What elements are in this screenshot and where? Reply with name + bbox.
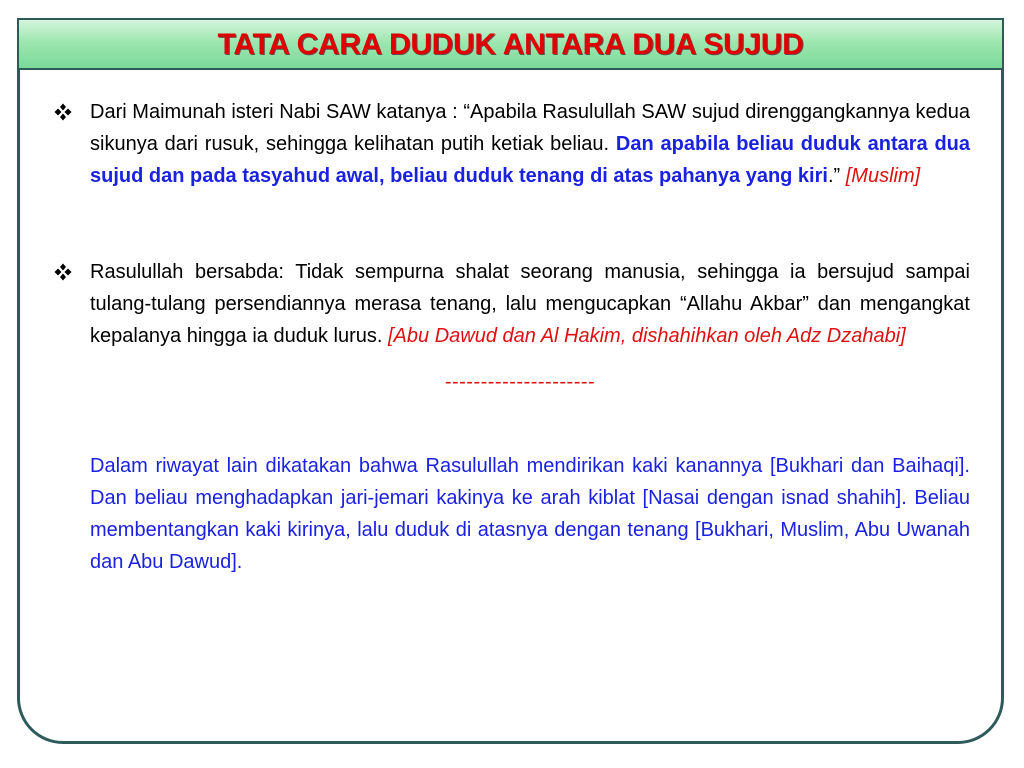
riwayat-paragraph: Dalam riwayat lain dikatakan bahwa Rasulullah mendirikan kaki kanannya [Bukhari dan Baihaqi]. Dan beliau menghadapkan jari-jemari kakinya ke arah kiblat [Nasai dengan isnad shahih]. Beliau membentangkan kaki kirinya, lalu duduk di atasnya dengan tenang [Bukhari, Muslim, Abu Uwanah dan Abu Dawud]. — [90, 455, 970, 573]
diamond-quad-bullet-icon — [54, 256, 76, 288]
bullet-item-rasulullah — [54, 256, 970, 352]
hadith-text: Dari Maimunah isteri Nabi SAW katanya : “Apabila Rasulullah SAW sujud direnggangkannya kedua sikunya dari rusuk, sehingga kelihatan putih ketiak beliau. — [90, 101, 970, 155]
hadith-closing: .” — [827, 165, 846, 187]
section-divider: --------------------- — [444, 371, 596, 393]
slide-title: TATA CARA DUDUK ANTARA DUA SUJUD — [217, 28, 804, 61]
title-bar — [17, 18, 1004, 70]
bullet-item-maimunah — [54, 96, 970, 192]
diamond-quad-bullet-icon — [54, 96, 76, 128]
hadith-emphasis: Dan apabila beliau duduk antara dua sujud dan pada tasyahud awal, beliau duduk tenang di atas pahanya yang kiri — [90, 133, 970, 187]
bullet-text — [90, 96, 970, 192]
hadith-source: [Muslim] — [845, 165, 921, 187]
slide-content — [54, 96, 970, 578]
hadith-source: [Abu Dawud dan Al Hakim, dishahihkan oleh Adz Dzahabi] — [388, 325, 906, 347]
bullet-text — [90, 256, 970, 352]
hadith-text: Rasulullah bersabda: Tidak sempurna shalat seorang manusia, sehingga ia bersujud sampai tulang-tulang persendiannya merasa tenang, lalu mengucapkan “Allahu Akbar” dan mengangkat kepalanya hingga ia duduk lurus. — [90, 261, 970, 347]
